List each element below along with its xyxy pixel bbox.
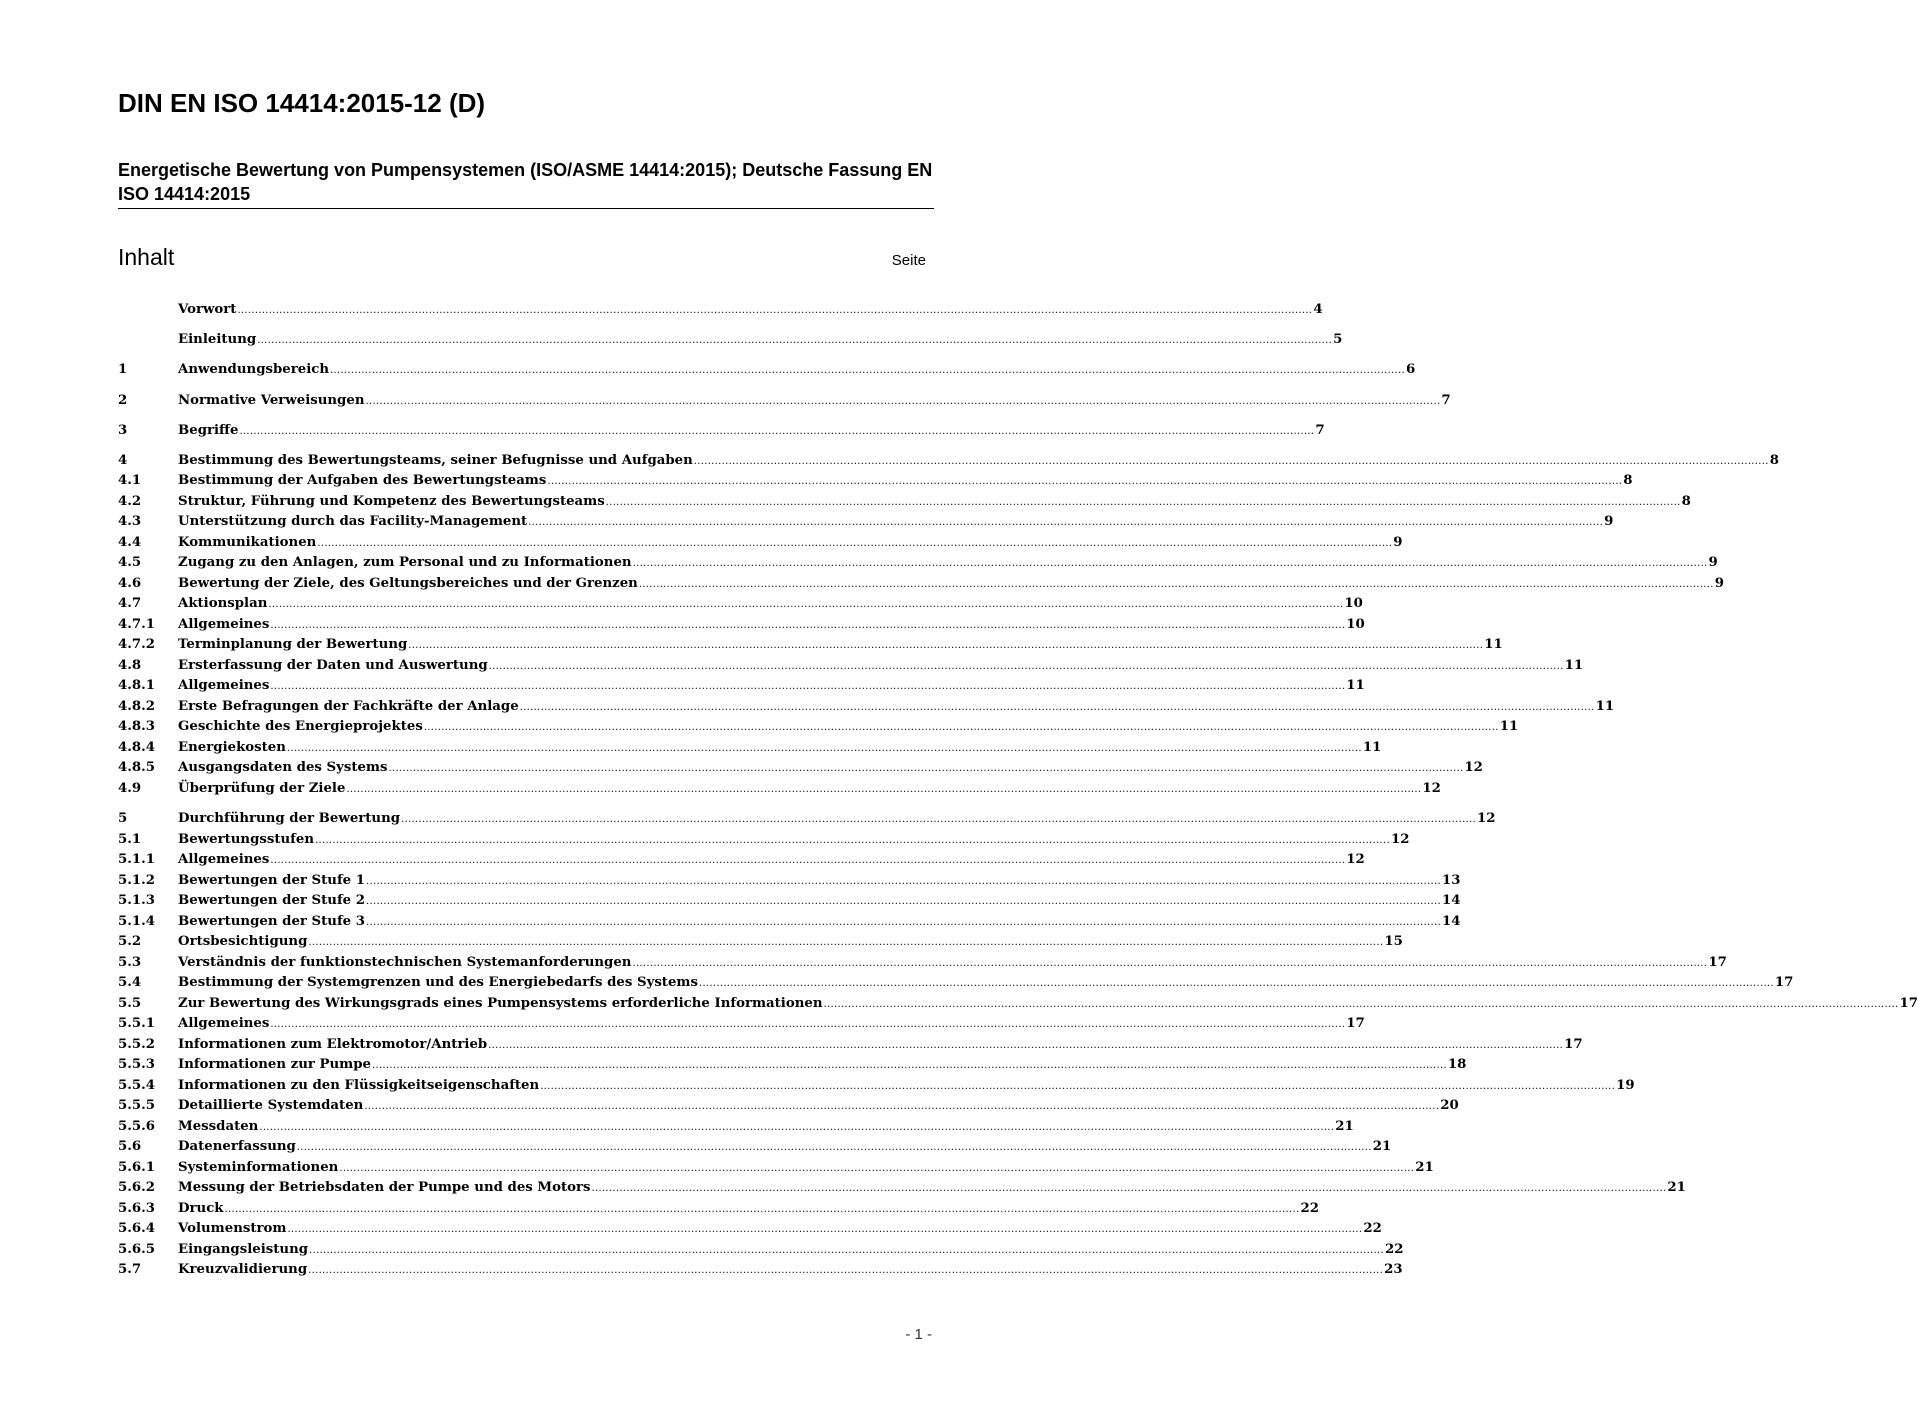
toc-entry-number: 4.7 xyxy=(118,596,142,612)
toc-entry[interactable] xyxy=(118,871,1461,892)
toc-entry-number: 4.6 xyxy=(118,575,142,591)
toc-entry[interactable] xyxy=(118,809,1496,830)
toc-entry-number: 5.5 xyxy=(118,995,142,1011)
toc-entry-number: 2 xyxy=(118,392,128,408)
toc-entry[interactable] xyxy=(118,717,1519,738)
toc-entry[interactable] xyxy=(118,973,1794,994)
toc-entry[interactable] xyxy=(118,635,1503,656)
toc-entry-page: 8 xyxy=(1623,473,1633,489)
toc-entry[interactable] xyxy=(118,574,1725,595)
toc-entry[interactable] xyxy=(118,1014,1365,1035)
toc-entry-page: 21 xyxy=(1667,1180,1686,1196)
toc-entry-title: Begriffe xyxy=(178,422,239,438)
toc-entry-title: Zur Bewertung des Wirkungsgrads eines Pumpensystems erforderliche Informationen xyxy=(178,995,823,1011)
toc-entry[interactable] xyxy=(118,738,1382,759)
toc-entry[interactable] xyxy=(118,553,1718,574)
toc-entry-title: Allgemeines xyxy=(178,616,270,632)
toc-entry-page: 5 xyxy=(1333,332,1343,348)
toc-entry-number: 5.1 xyxy=(118,831,142,847)
toc-entry-page: 22 xyxy=(1384,1241,1404,1257)
dot-leader xyxy=(633,553,1708,574)
toc-entry-number: 1 xyxy=(118,362,128,378)
dot-leader xyxy=(401,809,1476,830)
toc-entry-number: 5.1.3 xyxy=(118,893,156,909)
toc-entry-number: 4.7.2 xyxy=(118,637,156,653)
toc-entry-title: Erste Befragungen der Fachkräfte der Anlage xyxy=(178,698,519,714)
toc-entry[interactable] xyxy=(118,1055,1467,1076)
toc-entry-page: 14 xyxy=(1441,913,1461,929)
toc-entry[interactable] xyxy=(118,1199,1319,1220)
toc-entry-number: 5.2 xyxy=(118,934,142,950)
toc-entry-number: 5.6.1 xyxy=(118,1159,156,1175)
toc-entry-title: Bestimmung des Bewertungsteams, seiner Befugnisse und Aufgaben xyxy=(178,452,693,468)
toc-entry[interactable] xyxy=(118,1158,1434,1179)
toc-entry-page: 22 xyxy=(1363,1221,1382,1237)
toc-entry-page: 9 xyxy=(1714,575,1725,591)
toc-page-column-label: Seite xyxy=(891,252,926,269)
toc-entry-number: 4.4 xyxy=(118,534,142,550)
toc-entry[interactable] xyxy=(118,471,1633,492)
toc-heading: Inhalt xyxy=(118,244,175,270)
toc-entry-page: 11 xyxy=(1346,678,1365,694)
toc-entry-page: 8 xyxy=(1681,493,1691,509)
toc-entry-page: 21 xyxy=(1415,1159,1434,1175)
dot-leader xyxy=(308,1260,1383,1281)
page-number: - 1 - xyxy=(905,1326,932,1343)
toc-entry-page: 17 xyxy=(1564,1036,1583,1052)
dot-leader xyxy=(270,615,1345,636)
toc-entry[interactable] xyxy=(118,1137,1392,1158)
toc-entry-page: 9 xyxy=(1604,514,1614,530)
toc-entry-title: Vorwort xyxy=(178,302,237,317)
toc-entry-title: Ersterfassung der Daten und Auswertung xyxy=(178,657,488,673)
toc-entry-number: 5.6 xyxy=(118,1139,142,1155)
toc-entry-title: Kreuzvalidierung xyxy=(178,1262,308,1278)
dot-leader xyxy=(287,738,1362,759)
toc-entry-number: 5.5.1 xyxy=(118,1016,156,1032)
toc-entry[interactable] xyxy=(118,891,1461,912)
toc-entry-number: 5.3 xyxy=(118,954,142,970)
toc-entry-page: 10 xyxy=(1344,596,1363,612)
toc-entry-page: 12 xyxy=(1477,811,1496,827)
toc-entry-title: Geschichte des Energieprojektes xyxy=(178,719,423,735)
toc-entry-title: Ausgangsdaten des Systems xyxy=(178,760,388,776)
toc-entry-page: 17 xyxy=(1774,975,1794,991)
dot-leader xyxy=(297,1137,1372,1158)
toc-entry-page: 11 xyxy=(1564,657,1584,673)
toc-entry[interactable] xyxy=(118,953,1727,974)
toc-entry[interactable] xyxy=(118,421,1325,442)
toc-entry-title: Messdaten xyxy=(178,1118,259,1134)
toc-entry-title: Detaillierte Systemdaten xyxy=(178,1098,364,1114)
table-of-contents xyxy=(118,300,1918,1281)
toc-entry[interactable] xyxy=(118,779,1441,800)
dot-leader xyxy=(257,330,1332,351)
toc-entry-number: 4.8.3 xyxy=(118,719,156,735)
toc-entry-page: 7 xyxy=(1441,392,1451,408)
toc-entry-title: Bestimmung der Systemgrenzen und des Energiebedarfs des Systems xyxy=(178,975,698,991)
toc-entry[interactable] xyxy=(118,656,1584,677)
toc-entry-number: 5.6.5 xyxy=(118,1241,156,1257)
toc-entry[interactable] xyxy=(118,932,1403,953)
toc-entry[interactable] xyxy=(118,533,1403,554)
toc-entry-title: Verständnis der funktionstechnischen Systemanforderungen xyxy=(178,954,632,970)
toc-entry-title: Allgemeines xyxy=(178,852,270,868)
toc-entry-title: Bewertungen der Stufe 1 xyxy=(178,872,366,888)
dot-leader xyxy=(547,471,1622,492)
toc-entry-number: 4 xyxy=(118,452,128,468)
toc-entry-title: Bestimmung der Aufgaben des Bewertungsteams xyxy=(178,473,547,489)
dot-leader xyxy=(528,512,1603,533)
toc-entry-page: 8 xyxy=(1769,452,1779,468)
toc-entry[interactable] xyxy=(118,300,1323,321)
toc-entry-number: 5.5.2 xyxy=(118,1036,156,1052)
dot-leader xyxy=(489,656,1564,677)
dot-leader xyxy=(366,912,1441,933)
dot-leader xyxy=(408,635,1483,656)
toc-entry-number: 4.8.4 xyxy=(118,739,156,755)
toc-entry-page: 10 xyxy=(1346,616,1365,632)
toc-entry-page: 11 xyxy=(1595,698,1615,714)
toc-entry[interactable] xyxy=(118,1260,1403,1281)
toc-entry[interactable] xyxy=(118,451,1779,472)
toc-header xyxy=(118,244,926,274)
toc-entry-number: 4.3 xyxy=(118,514,142,530)
toc-entry-title: Unterstützung durch das Facility-Management xyxy=(178,514,528,530)
toc-entry-page: 11 xyxy=(1484,637,1503,653)
toc-entry-page: 15 xyxy=(1384,934,1403,950)
dot-leader xyxy=(639,574,1714,595)
toc-entry-number: 5.7 xyxy=(118,1262,142,1278)
toc-entry-title: Struktur, Führung und Kompetenz des Bewertungsteams xyxy=(178,493,605,509)
toc-entry-page: 23 xyxy=(1384,1262,1403,1278)
toc-entry[interactable] xyxy=(118,615,1365,636)
toc-entry-number: 3 xyxy=(118,422,128,438)
toc-entry-page: 21 xyxy=(1372,1139,1392,1155)
document-title: DIN EN ISO 14414:2015-12 (D) xyxy=(118,88,486,118)
toc-entry-title: Informationen zur Pumpe xyxy=(178,1057,371,1073)
dot-leader xyxy=(287,1219,1362,1240)
toc-entry-number: 5.5.6 xyxy=(118,1118,156,1134)
dot-leader xyxy=(366,871,1441,892)
toc-entry-title: Systeminformationen xyxy=(178,1159,339,1175)
toc-entry[interactable] xyxy=(118,697,1615,718)
toc-entry-number: 5.1.1 xyxy=(118,852,156,868)
toc-entry-number: 5.4 xyxy=(118,975,142,991)
toc-entry[interactable] xyxy=(118,512,1614,533)
toc-entry-title: Volumenstrom xyxy=(178,1221,287,1237)
toc-entry[interactable] xyxy=(118,850,1365,871)
dot-leader xyxy=(366,391,1441,412)
toc-entry-number: 5.1.2 xyxy=(118,872,156,888)
toc-entry-page: 17 xyxy=(1346,1016,1365,1032)
toc-entry[interactable] xyxy=(118,676,1365,697)
toc-entry-title: Energiekosten xyxy=(178,739,286,755)
toc-entry-number: 5.1.4 xyxy=(118,913,156,929)
toc-entry[interactable] xyxy=(118,1219,1382,1240)
toc-entry-title: Informationen zu den Flüssigkeitseigenschaften xyxy=(178,1077,540,1093)
toc-entry-title: Durchführung der Bewertung xyxy=(178,811,401,827)
toc-entry-title: Ortsbesichtigung xyxy=(178,934,308,950)
dot-leader xyxy=(824,994,1899,1015)
toc-entry-number: 4.8.2 xyxy=(118,698,156,714)
dot-leader xyxy=(259,1117,1334,1138)
toc-entry[interactable] xyxy=(118,912,1461,933)
toc-entry-page: 17 xyxy=(1708,954,1727,970)
dot-leader xyxy=(270,676,1345,697)
dot-leader xyxy=(632,953,1707,974)
toc-entry[interactable] xyxy=(118,1076,1635,1097)
toc-entry-title: Aktionsplan xyxy=(178,596,268,612)
toc-entry[interactable] xyxy=(118,994,1918,1015)
toc-entry-title: Terminplanung der Bewertung xyxy=(178,637,408,653)
document-subtitle: Energetische Bewertung von Pumpensystemen (ISO/ASME 14414:2015); Deutsche Fassung EN ISO 14414:2015 xyxy=(118,158,934,209)
dot-leader xyxy=(540,1076,1615,1097)
toc-entry-title: Informationen zum Elektromotor/Antrieb xyxy=(178,1036,488,1052)
dot-leader xyxy=(308,932,1383,953)
dot-leader xyxy=(389,758,1464,779)
toc-entry-page: 9 xyxy=(1393,534,1403,550)
dot-leader xyxy=(330,360,1405,381)
toc-entry-title: Einleitung xyxy=(178,332,257,348)
toc-entry-title: Eingangsleistung xyxy=(178,1241,309,1257)
toc-entry-page: 21 xyxy=(1335,1118,1354,1134)
toc-entry[interactable] xyxy=(118,1117,1354,1138)
toc-entry-page: 6 xyxy=(1405,362,1416,378)
toc-entry-page: 9 xyxy=(1708,555,1718,571)
toc-entry[interactable] xyxy=(118,1096,1459,1117)
toc-entry-page: 17 xyxy=(1899,995,1918,1011)
toc-entry-page: 4 xyxy=(1313,302,1323,317)
dot-leader xyxy=(366,891,1441,912)
toc-entry-title: Bewertungsstufen xyxy=(178,831,315,847)
toc-entry-number: 5.6.2 xyxy=(118,1180,156,1196)
dot-leader xyxy=(309,1240,1384,1261)
toc-entry[interactable] xyxy=(118,830,1410,851)
dot-leader xyxy=(592,1178,1667,1199)
toc-entry[interactable] xyxy=(118,594,1363,615)
dot-leader xyxy=(346,779,1421,800)
toc-entry[interactable] xyxy=(118,391,1451,412)
toc-entry-page: 22 xyxy=(1300,1200,1319,1216)
toc-entry-page: 7 xyxy=(1315,422,1325,438)
toc-entry-title: Anwendungsbereich xyxy=(178,362,330,378)
dot-leader xyxy=(520,697,1595,718)
dot-leader xyxy=(424,717,1499,738)
toc-entry-title: Allgemeines xyxy=(178,678,270,694)
toc-entry-number: 4.8.5 xyxy=(118,760,156,776)
toc-entry-page: 12 xyxy=(1346,852,1365,868)
toc-entry-title: Überprüfung der Ziele xyxy=(178,780,346,796)
toc-entry[interactable] xyxy=(118,492,1691,513)
toc-entry-number: 4.9 xyxy=(118,780,142,796)
dot-leader xyxy=(225,1199,1300,1220)
toc-entry[interactable] xyxy=(118,360,1416,381)
toc-entry-number: 5.6.3 xyxy=(118,1200,156,1216)
toc-entry-title: Druck xyxy=(178,1200,224,1216)
dot-leader xyxy=(239,421,1314,442)
dot-leader xyxy=(694,451,1769,472)
toc-entry-number: 4.8 xyxy=(118,657,142,673)
toc-entry-title: Allgemeines xyxy=(178,1016,270,1032)
toc-entry-page: 20 xyxy=(1440,1098,1459,1114)
toc-entry[interactable] xyxy=(118,330,1343,351)
toc-entry-number: 4.8.1 xyxy=(118,678,156,694)
toc-entry-number: 5.5.4 xyxy=(118,1077,156,1093)
toc-entry-page: 11 xyxy=(1362,739,1382,755)
toc-entry[interactable] xyxy=(118,1035,1583,1056)
toc-entry-number: 5.5.5 xyxy=(118,1098,156,1114)
toc-entry-page: 12 xyxy=(1390,831,1410,847)
dot-leader xyxy=(268,594,1343,615)
dot-leader xyxy=(339,1158,1414,1179)
toc-entry-page: 14 xyxy=(1441,893,1461,909)
toc-entry-number: 4.1 xyxy=(118,473,142,489)
toc-entry-title: Normative Verweisungen xyxy=(178,392,365,408)
toc-entry-title: Bewertungen der Stufe 2 xyxy=(178,893,366,909)
toc-entry-number: 5 xyxy=(118,811,128,827)
dot-leader xyxy=(237,300,1312,321)
dot-leader xyxy=(270,1014,1345,1035)
dot-leader xyxy=(699,973,1774,994)
toc-entry-title: Zugang zu den Anlagen, zum Personal und zu Informationen xyxy=(178,555,632,571)
toc-entry[interactable] xyxy=(118,758,1483,779)
toc-entry-page: 12 xyxy=(1464,760,1483,776)
dot-leader xyxy=(488,1035,1563,1056)
toc-entry-number: 4.2 xyxy=(118,493,142,509)
toc-entry-number: 4.5 xyxy=(118,555,142,571)
dot-leader xyxy=(372,1055,1447,1076)
toc-entry-title: Kommunikationen xyxy=(178,534,317,550)
toc-entry-number: 5.6.4 xyxy=(118,1221,156,1237)
toc-entry-page: 11 xyxy=(1499,719,1519,735)
toc-entry-title: Bewertungen der Stufe 3 xyxy=(178,913,366,929)
toc-entry-page: 13 xyxy=(1441,872,1461,888)
dot-leader xyxy=(270,850,1345,871)
toc-entry-page: 18 xyxy=(1447,1057,1467,1073)
dot-leader xyxy=(315,830,1390,851)
toc-entry[interactable] xyxy=(118,1178,1686,1199)
dot-leader xyxy=(317,533,1392,554)
toc-entry-page: 19 xyxy=(1616,1077,1635,1093)
dot-leader xyxy=(606,492,1681,513)
toc-entry-page: 12 xyxy=(1422,780,1441,796)
toc-entry-title: Messung der Betriebsdaten der Pumpe und des Motors xyxy=(178,1180,591,1196)
dot-leader xyxy=(364,1096,1439,1117)
toc-entry-number: 4.7.1 xyxy=(118,616,156,632)
toc-entry-title: Bewertung der Ziele, des Geltungsbereiches und der Grenzen xyxy=(178,575,638,591)
toc-entry[interactable] xyxy=(118,1240,1404,1261)
toc-entry-title: Datenerfassung xyxy=(178,1139,296,1155)
toc-entry-number: 5.5.3 xyxy=(118,1057,156,1073)
